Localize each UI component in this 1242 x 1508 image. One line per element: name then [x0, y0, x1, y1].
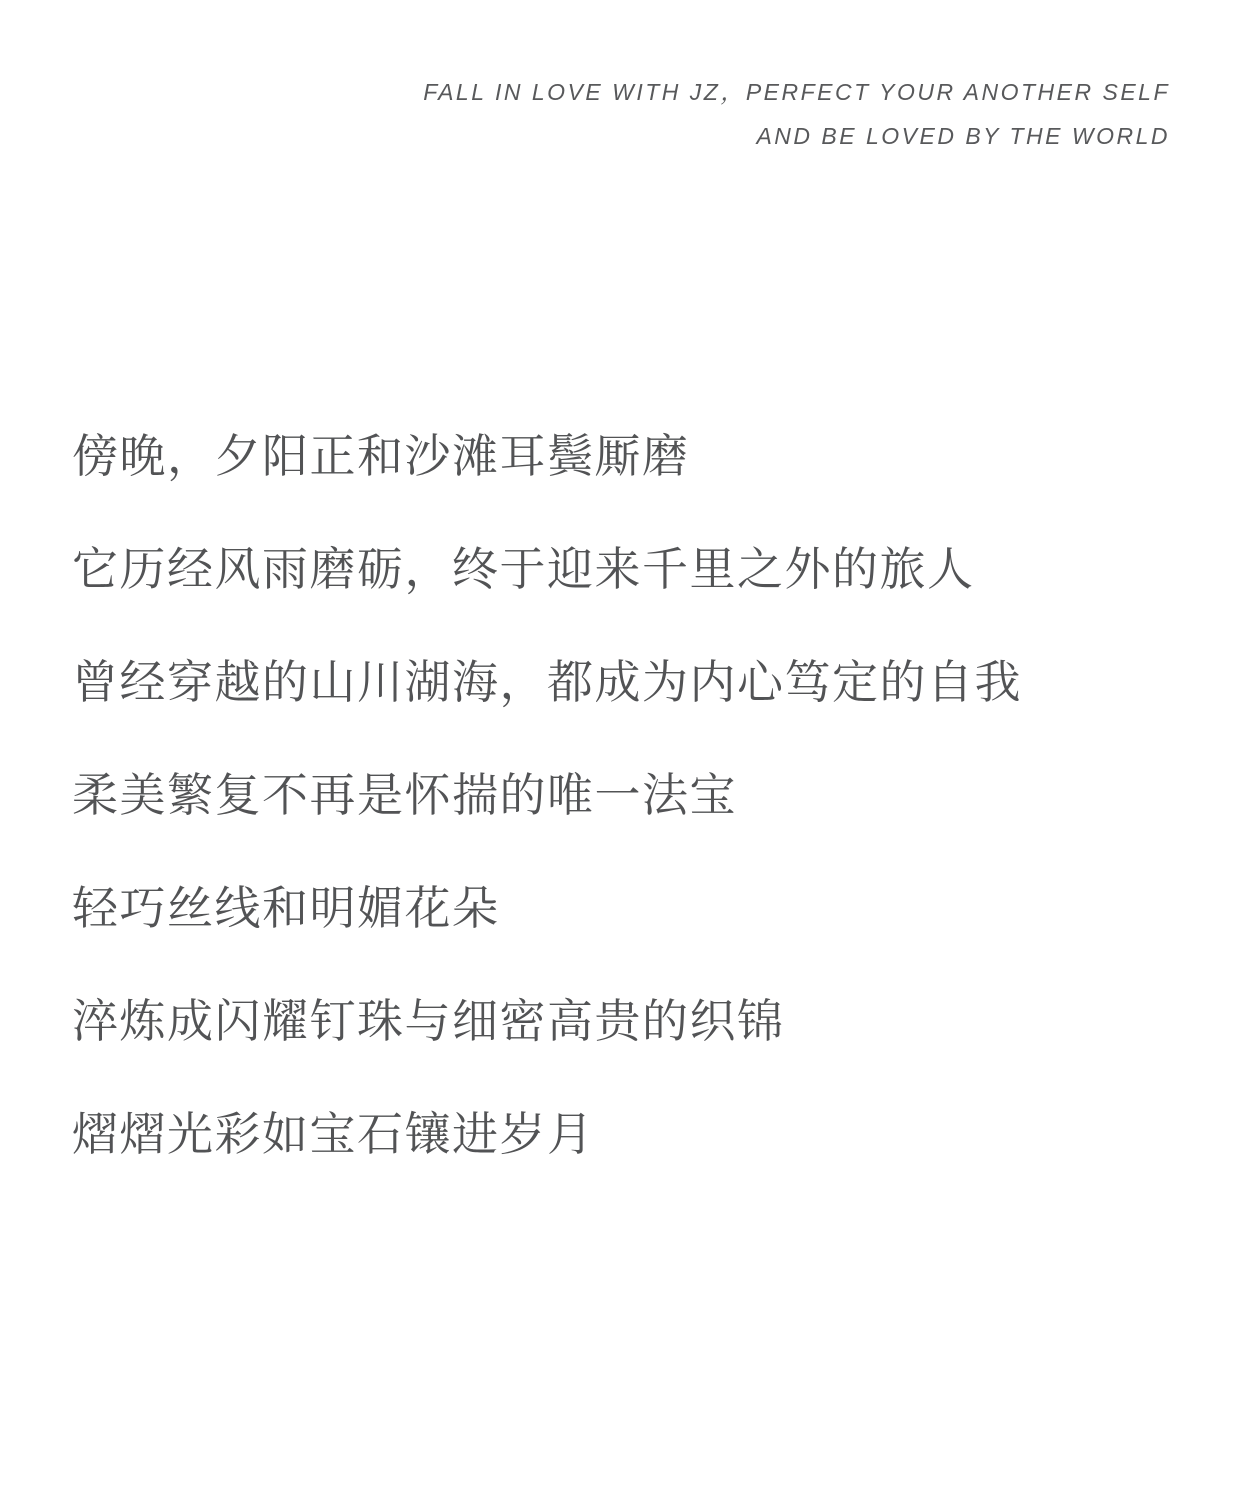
poem-line: 傍晚，夕阳正和沙滩耳鬓厮磨	[72, 430, 690, 482]
poem-line: 轻巧丝线和明媚花朵	[72, 882, 500, 934]
poem-line: 淬炼成闪耀钉珠与细密高贵的织锦	[72, 995, 785, 1047]
poem-line: 柔美繁复不再是怀揣的唯一法宝	[72, 769, 737, 821]
poem-line: 曾经穿越的山川湖海，都成为内心笃定的自我	[72, 656, 1022, 708]
poem-line: 它历经风雨磨砺，终于迎来千里之外的旅人	[72, 543, 975, 595]
poem-text-block	[72, 400, 1022, 1191]
tagline-line-2: AND BE LOVED BY THE WORLD	[756, 123, 1170, 149]
tagline-line-1: FALL IN LOVE WITH JZ，PERFECT YOUR ANOTHER SELF	[423, 79, 1170, 105]
poem-line: 熠熠光彩如宝石镶进岁月	[72, 1108, 595, 1160]
brand-tagline	[423, 70, 1170, 158]
